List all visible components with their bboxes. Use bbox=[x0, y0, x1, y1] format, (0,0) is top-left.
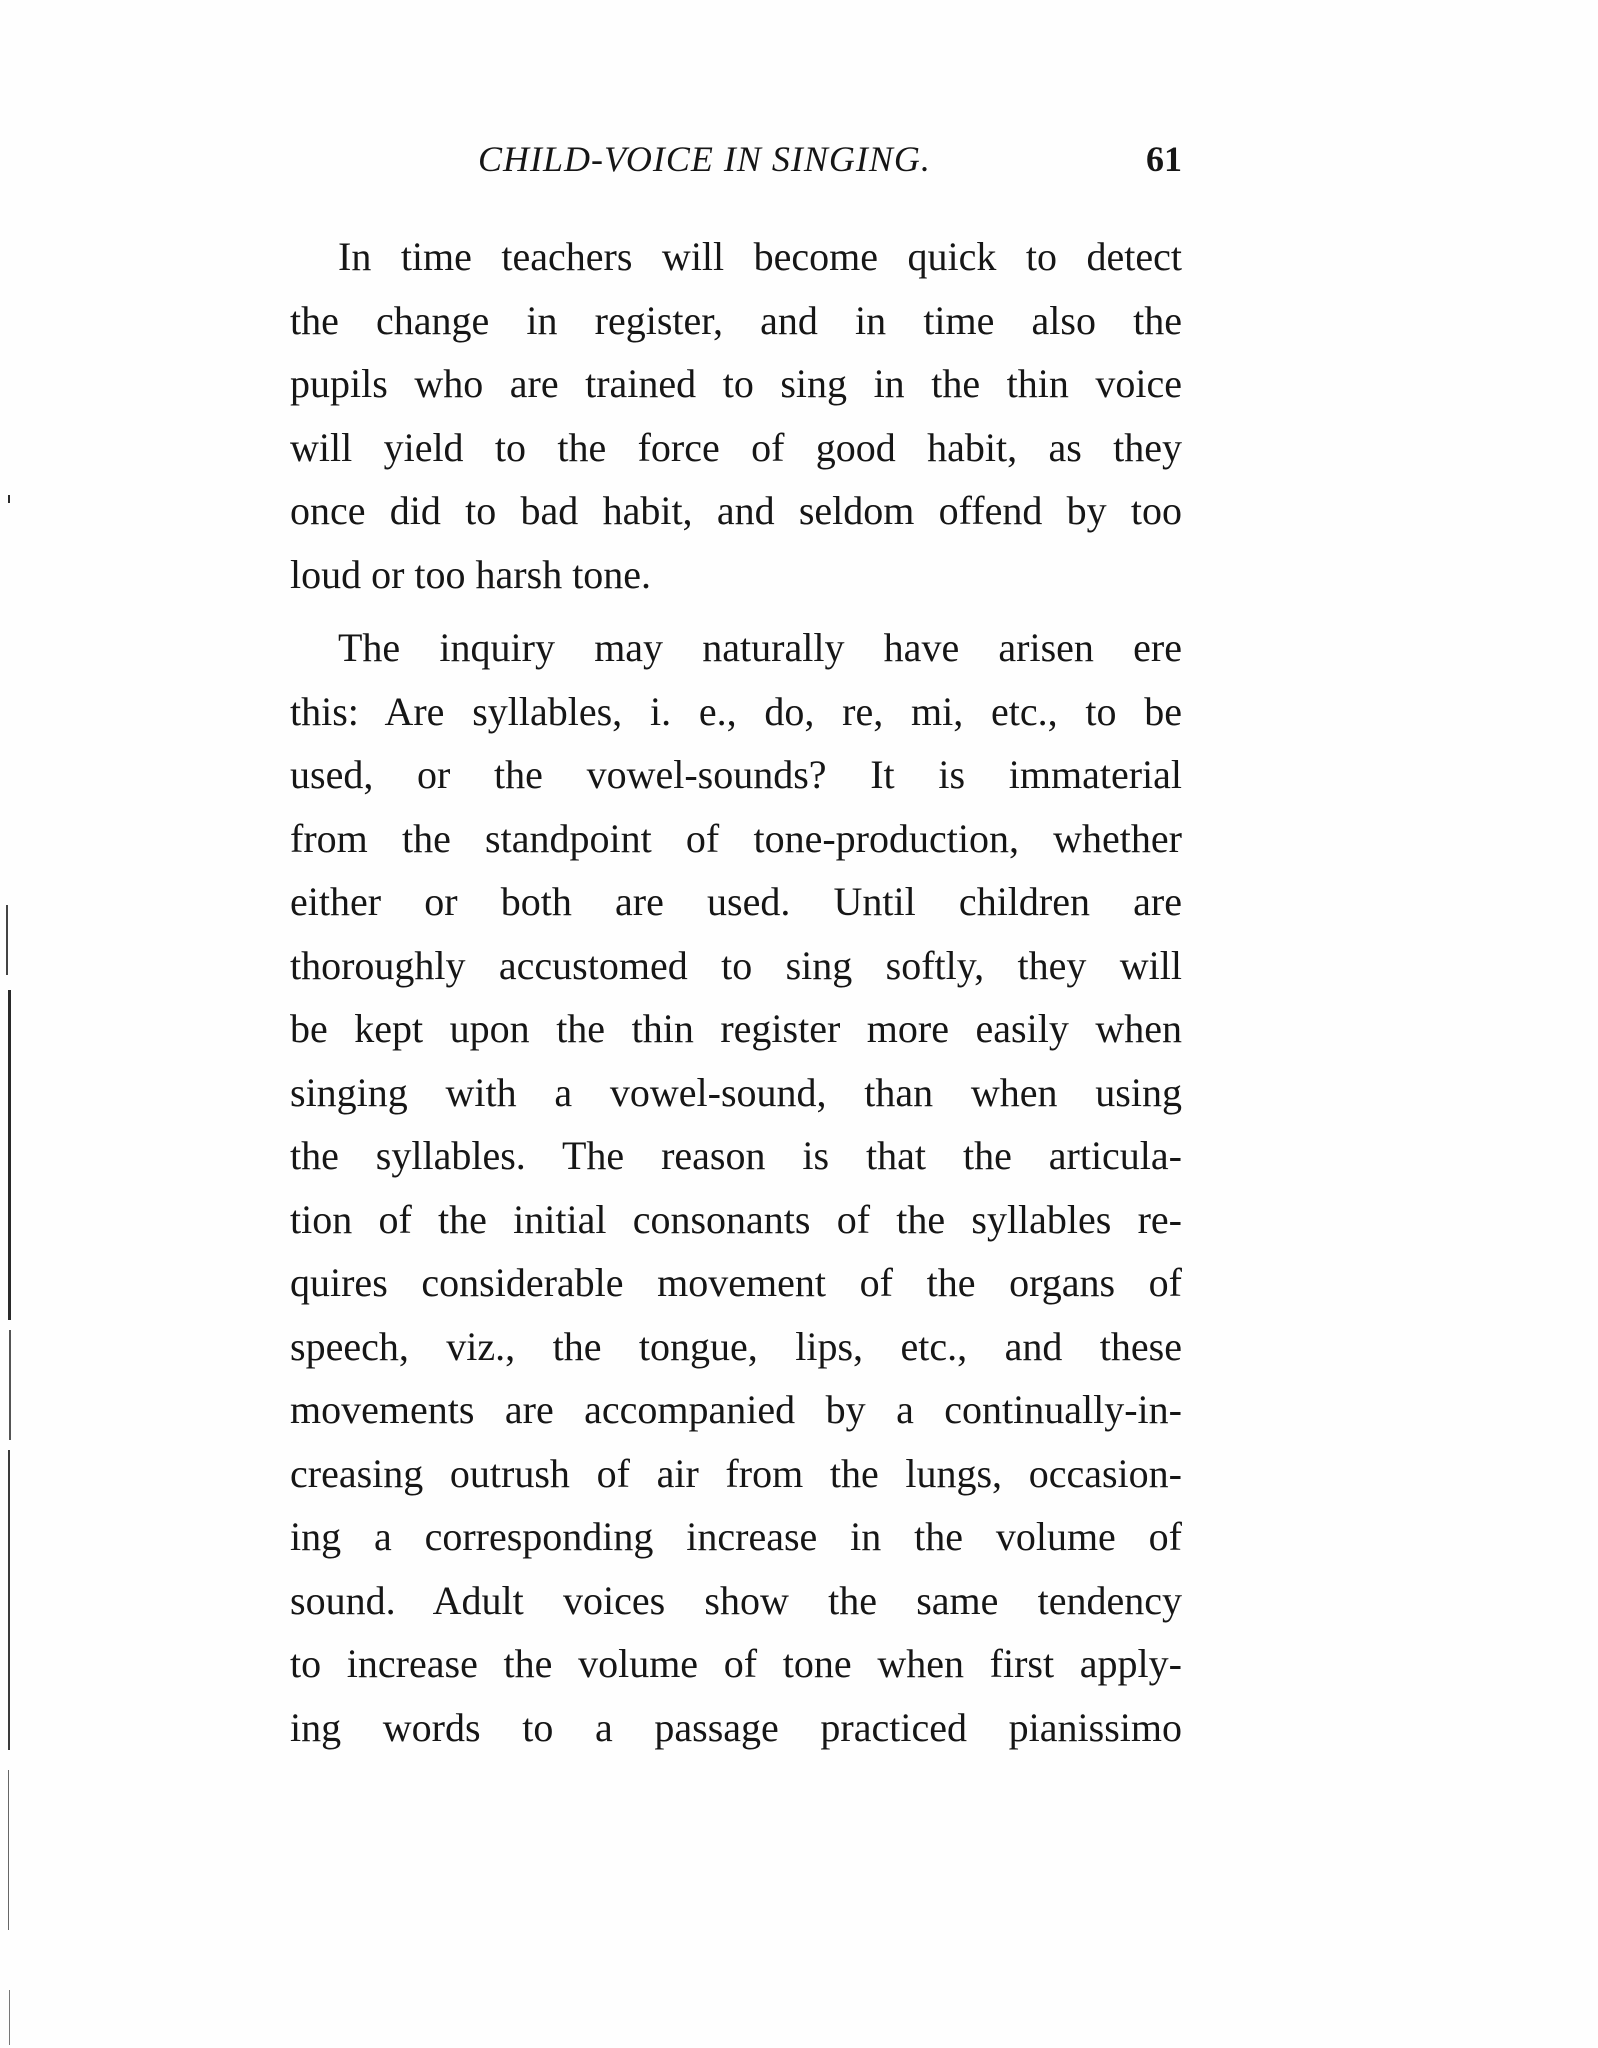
text-line: thoroughly accustomed to sing softly, they will bbox=[290, 942, 1182, 988]
text-line: loud or too harsh tone. bbox=[290, 551, 652, 597]
text-line: creasing outrush of air from the lungs, occasion- bbox=[290, 1450, 1182, 1496]
scan-binding-mark bbox=[6, 905, 8, 975]
text-line: be kept upon the thin register more easily when bbox=[290, 1006, 1182, 1051]
text-line: used, or the vowel-sounds? It is immaterial bbox=[290, 752, 1182, 797]
text-line: will yield to the force of good habit, as they bbox=[290, 424, 1182, 470]
text-line: sound. Adult voices show the same tendency bbox=[290, 1577, 1182, 1623]
scan-binding-mark bbox=[8, 1450, 10, 1750]
text-line: the change in register, and in time also the bbox=[290, 297, 1182, 343]
text-line: quires considerable movement of the organs of bbox=[290, 1260, 1182, 1305]
scan-binding-mark bbox=[9, 1330, 11, 1440]
running-head bbox=[290, 138, 1210, 186]
scan-binding-mark bbox=[9, 1990, 10, 2045]
running-title: CHILD-VOICE IN SINGING. bbox=[478, 139, 931, 179]
text-line: to increase the volume of tone when first apply- bbox=[290, 1641, 1182, 1686]
scan-binding-mark bbox=[8, 990, 11, 1320]
text-line: In time teachers will become quick to detect bbox=[338, 234, 1182, 279]
text-line: singing with a vowel-sound, than when using bbox=[290, 1069, 1182, 1115]
text-line: pupils who are trained to sing in the thin voice bbox=[290, 361, 1182, 406]
text-line: speech, viz., the tongue, lips, etc., and these bbox=[290, 1323, 1182, 1369]
scan-binding-mark bbox=[8, 1770, 9, 1930]
text-line: once did to bad habit, and seldom offend by too bbox=[290, 488, 1182, 533]
text-line: the syllables. The reason is that the articula- bbox=[290, 1133, 1182, 1178]
text-line: either or both are used. Until children are bbox=[290, 879, 1182, 924]
text-line: from the standpoint of tone-production, whether bbox=[290, 815, 1182, 861]
paragraph bbox=[290, 616, 1182, 1759]
text-line: ing words to a passage practiced pianissimo bbox=[290, 1704, 1182, 1750]
text-line: ing a corresponding increase in the volume of bbox=[290, 1514, 1182, 1559]
text-line: The inquiry may naturally have arisen ere bbox=[338, 625, 1182, 670]
body-text bbox=[290, 225, 1182, 1769]
text-line: this: Are syllables, i. e., do, re, mi, etc., to be bbox=[290, 688, 1182, 734]
scan-binding-mark bbox=[8, 495, 10, 503]
text-line: movements are accompanied by a continually-in- bbox=[290, 1387, 1182, 1432]
paragraph bbox=[290, 225, 1182, 606]
text-line: tion of the initial consonants of the syllables re- bbox=[290, 1196, 1182, 1242]
page-number: 61 bbox=[1146, 139, 1182, 179]
